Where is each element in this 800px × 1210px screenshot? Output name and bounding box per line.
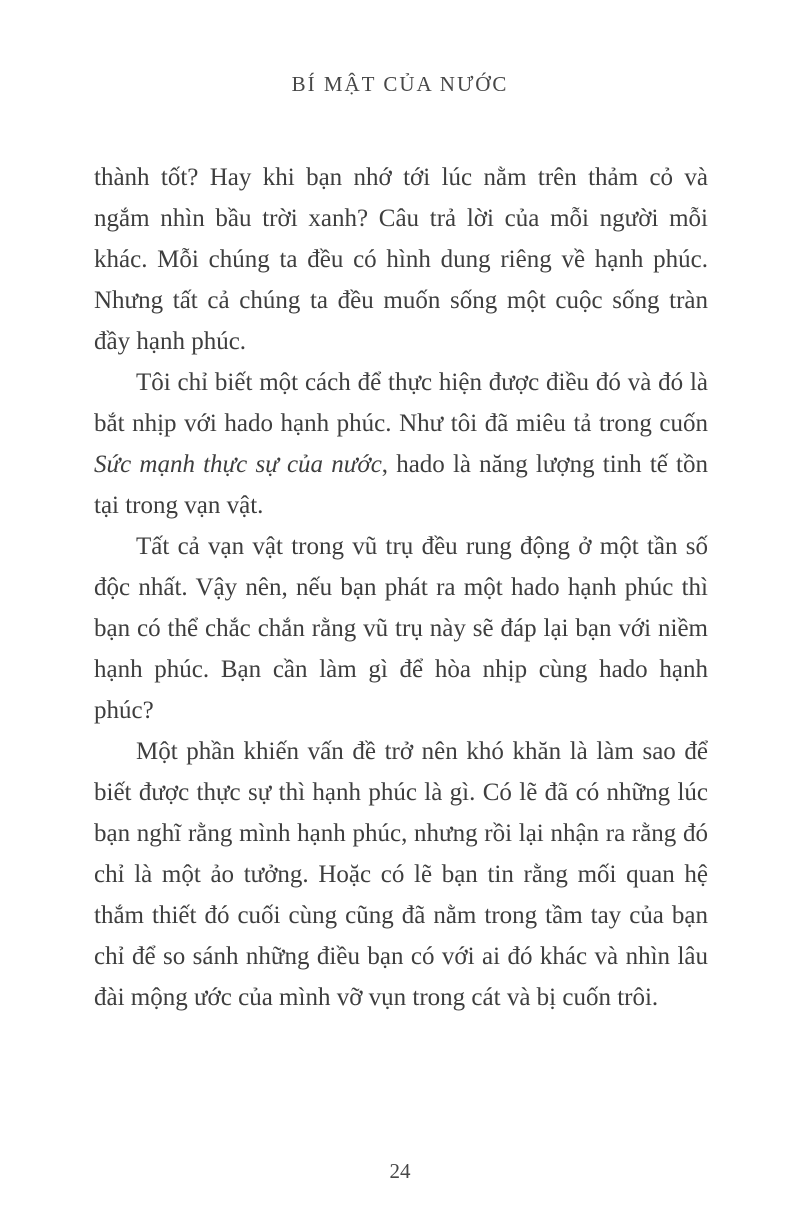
running-header: BÍ MẬT CỦA NƯỚC bbox=[291, 72, 509, 96]
book-title-italic: Sức mạnh thực sự của nước bbox=[94, 451, 382, 478]
page-number: 24 bbox=[389, 1159, 411, 1183]
paragraph-text: , hado là năng lượng tinh tế tồn tại trong vạn vật. bbox=[94, 451, 708, 519]
paragraph-text: Tôi chỉ biết một cách để thực hiện được điều đó và đó là bắt nhịp với hado hạnh phúc. Như tôi đã miêu tả trong cuốn bbox=[94, 369, 708, 437]
paragraph: Tất cả vạn vật trong vũ trụ đều rung động ở một tần số độc nhất. Vậy nên, nếu bạn phát ra một hado hạnh phúc thì bạn có thể chắc chắn rằng vũ trụ này sẽ đáp lại bạn với niềm hạnh phúc. Bạn cần làm gì để hòa nhịp cùng hado hạnh phúc? bbox=[94, 533, 708, 724]
paragraph bbox=[94, 362, 708, 526]
paragraph: Một phần khiến vấn đề trở nên khó khăn là làm sao để biết được thực sự thì hạnh phúc là gì. Có lẽ đã có những lúc bạn nghĩ rằng mình hạnh phúc, nhưng rồi lại nhận ra rằng đó chỉ là một ảo tưởng. Hoặc có lẽ bạn tin rằng mối quan hệ thắm thiết đó cuối cùng cũng đã nằm trong tầm tay của bạn chỉ để so sánh những điều bạn có với ai đó khác và nhìn lâu đài mộng ước của mình vỡ vụn trong cát và bị cuốn trôi. bbox=[94, 738, 708, 1011]
page-body bbox=[0, 157, 800, 1018]
paragraph-continuation: thành tốt? Hay khi bạn nhớ tới lúc nằm trên thảm cỏ và ngắm nhìn bầu trời xanh? Câu trả lời của mỗi người mỗi khác. Mỗi chúng ta đều có hình dung riêng về hạnh phúc. Nhưng tất cả chúng ta đều muốn sống một cuộc sống tràn đầy hạnh phúc. bbox=[94, 164, 708, 355]
